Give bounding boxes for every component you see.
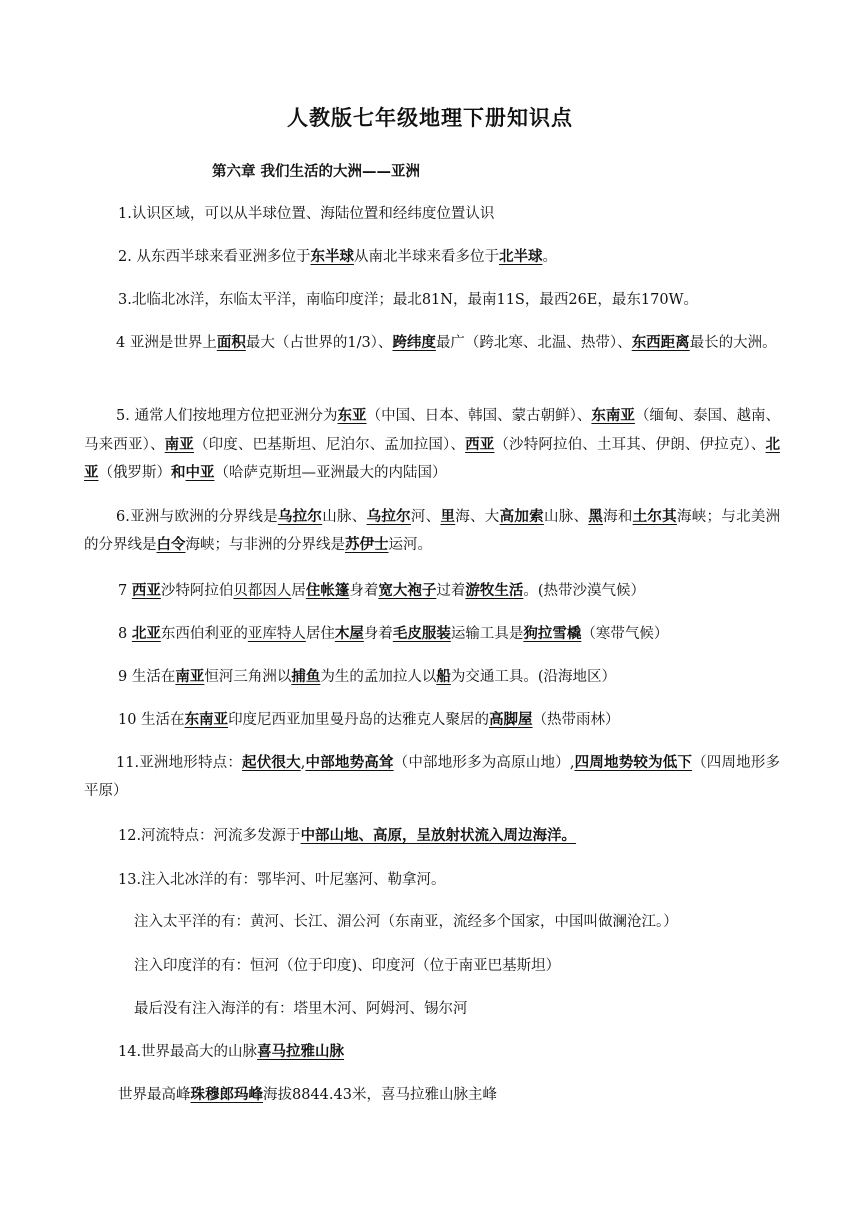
item-14: 14.世界最高大的山脉喜马拉雅山脉 xyxy=(118,1044,345,1060)
keyword: 游牧生活 xyxy=(465,583,524,599)
underlined-term: 亚库特人 xyxy=(247,626,306,642)
keyword: 住帐篷 xyxy=(305,583,350,599)
item-11: 11.亚洲地形特点：起伏很大,中部地势高耸（中部地形多为高原山地）,四周地势较为低下（四周地形多平原） xyxy=(84,755,780,799)
item-13-inland: 最后没有注入海洋的有：塔里木河、阿姆河、锡尔河 xyxy=(134,1001,468,1017)
keyword: 高加索 xyxy=(499,509,544,525)
chapter-heading: 第六章 我们生活的大洲——亚洲 xyxy=(212,164,421,180)
keyword: 船 xyxy=(436,669,451,685)
item-15: 世界最高峰珠穆郎玛峰海拔8844.43米，喜马拉雅山脉主峰 xyxy=(118,1087,497,1103)
keyword: 乌拉尔 xyxy=(277,509,323,525)
item-4: 4 亚洲是世界上面积最大（占世界的1/3）、跨纬度最广（跨北寒、北温、热带）、东西距离最长的大洲。 xyxy=(116,335,777,351)
keyword: 西亚 xyxy=(465,436,495,453)
keyword: 苏伊士 xyxy=(345,537,389,553)
keyword: 珠穆郎玛峰 xyxy=(190,1087,263,1103)
keyword: 白令 xyxy=(156,537,186,553)
keyword: 中部地势高耸 xyxy=(305,755,394,771)
keyword: 中亚 xyxy=(185,465,215,481)
keyword: 北半球 xyxy=(498,249,543,265)
item-2: 2. 从东西半球来看亚洲多位于东半球从南北半球来看多位于北半球。 xyxy=(118,249,557,265)
item-9: 9 生活在南亚恒河三角洲以捕鱼为生的孟加拉人以船为交通工具。(沿海地区） xyxy=(118,669,616,685)
keyword: 西亚 xyxy=(131,583,161,599)
keyword: 毛皮服装 xyxy=(392,626,451,642)
keyword: 北亚 xyxy=(131,626,161,642)
item-13: 13.注入北冰洋的有：鄂毕河、叶尼塞河、勒拿河。 xyxy=(118,872,446,888)
keyword: 捕鱼 xyxy=(291,669,321,685)
item-6: 6.亚洲与欧洲的分界线是乌拉尔山脉、乌拉尔河、里海、大高加索山脉、黑海和土尔其海峡；与北美洲的分界线是白令海峡；与非洲的分界线是苏伊士运河。 xyxy=(84,509,780,553)
keyword: 起伏很大 xyxy=(242,755,301,771)
item-12: 12.河流特点：河流多发源于中部山地、高原，呈放射状流入周边海洋。 xyxy=(118,828,577,844)
keyword: 南亚 xyxy=(164,436,194,453)
keyword: 狗拉雪橇 xyxy=(523,626,582,642)
item-13-indian: 注入印度洋的有：恒河（位于印度)、印度河（位于南亚巴基斯坦） xyxy=(134,958,561,974)
item-7: 7 西亚沙特阿拉伯贝都因人居住帐篷身着宽大袍子过着游牧生活。(热带沙漠气候） xyxy=(118,583,645,599)
keyword: 东南亚 xyxy=(184,712,229,728)
item-3: 3.北临北冰洋，东临太平洋，南临印度洋；最北81N，最南11S，最西26E，最东170W。 xyxy=(118,292,698,308)
item-5: 5. 通常人们按地理方位把亚洲分为东亚（中国、日本、韩国、蒙古朝鲜）、东南亚（缅甸、泰国、越南、马来西亚）、南亚（印度、巴基斯坦、尼泊尔、孟加拉国）、西亚（沙特阿拉伯、土耳其、伊朗、伊拉克）、北亚（俄罗斯）和中亚（哈萨克斯坦—亚洲最大的内陆国） xyxy=(84,408,780,481)
keyword: 北亚 xyxy=(84,436,780,481)
keyword: 四周地势较为低下 xyxy=(574,755,693,771)
underlined-term: 贝都因人 xyxy=(233,583,292,599)
keyword: 高脚屋 xyxy=(489,712,533,728)
keyword: 木屋 xyxy=(334,626,364,642)
keyword: 宽大袍子 xyxy=(378,583,437,599)
keyword: 里 xyxy=(440,509,456,525)
keyword: 东半球 xyxy=(310,249,354,265)
item-10: 10 生活在东南亚印度尼西亚加里曼丹岛的达雅克人聚居的高脚屋（热带雨林） xyxy=(118,712,620,728)
keyword: 东亚 xyxy=(337,408,367,424)
item-1: 1.认识区域，可以从半球位置、海陆位置和经纬度位置认识 xyxy=(118,206,495,222)
keyword: 喜马拉雅山脉 xyxy=(257,1044,345,1060)
keyword: 中部山地、高原，呈放射状流入周边海洋。 xyxy=(300,828,577,844)
keyword: 土尔其 xyxy=(632,509,677,525)
keyword: 黑 xyxy=(588,509,604,525)
keyword: 跨纬度 xyxy=(392,335,436,351)
keyword: 乌拉尔 xyxy=(366,509,411,525)
keyword: 面积 xyxy=(216,335,246,351)
keyword: 南亚 xyxy=(175,669,205,685)
page-title: 人教版七年级地理下册知识点 xyxy=(287,106,573,130)
keyword: 东西距离 xyxy=(631,335,690,351)
item-8: 8 北亚东西伯利亚的亚库特人居住木屋身着毛皮服装运输工具是狗拉雪橇（寒带气候） xyxy=(118,626,669,642)
keyword: 东南亚 xyxy=(591,408,635,424)
item-13-pacific: 注入太平洋的有：黄河、长江、湄公河（东南亚，流经多个国家，中国叫做澜沧江。） xyxy=(134,914,678,930)
